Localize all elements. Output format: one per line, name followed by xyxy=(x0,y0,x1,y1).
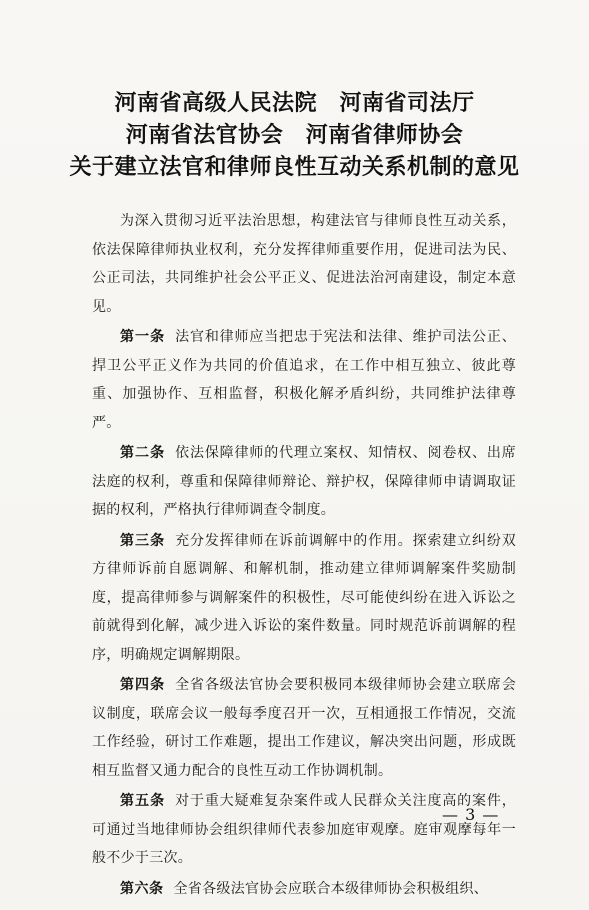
article-6 xyxy=(92,875,516,904)
page-number: — 3 — xyxy=(442,805,500,824)
article-2 xyxy=(92,439,516,525)
article-4-label: 第四条 xyxy=(120,677,166,693)
document-body xyxy=(92,207,516,903)
article-5-text: 对于重大疑难复杂案件或人民群众关注度高的案件，可通过当地律师协会组织律师代表参加庭审观摩。庭审观摩每年一般不少于三次。 xyxy=(92,793,517,866)
article-4-text: 全省各级法官协会要积极同本级律师协会建立联席会议制度，联席会议一般每季度召开一次，互相通报工作情况，交流工作经验，研讨工作难题，提出工作建议，解决突出问题，形成既相互监督又通力配合的良性互动工作协调机制。 xyxy=(92,677,517,779)
document-title xyxy=(0,88,589,184)
article-2-label: 第二条 xyxy=(120,445,166,461)
article-1-label: 第一条 xyxy=(120,329,166,345)
article-6-text: 全省各级法官协会应联合本级律师协会积极组织、 xyxy=(173,880,489,897)
title-line-1: 河南省高级人民法院 河南省司法厅 xyxy=(114,91,475,116)
article-6-label: 第六条 xyxy=(120,880,164,897)
intro-paragraph: 为深入贯彻习近平法治思想，构建法官与律师良性互动关系，依法保障律师执业权利，充分发挥律师重要作用，促进司法为民、公正司法，共同维护社会公平正义、促进法治河南建设，制定本意见。 xyxy=(92,213,516,315)
article-5 xyxy=(92,787,516,873)
article-1 xyxy=(92,323,516,437)
title-line-3: 关于建立法官和律师良性互动关系机制的意见 xyxy=(69,155,520,180)
article-3 xyxy=(92,527,516,670)
article-3-text: 充分发挥律师在诉前调解中的作用。探索建立纠纷双方律师诉前自愿调解、和解机制，推动建立律师调解案件奖励制度，提高律师参与调解案件的积极性，尽可能使纠纷在进入诉讼之前就得到化解，减少进入诉讼的案件数量。同时规范诉前调解的程序，明确规定调解期限。 xyxy=(92,532,517,663)
article-1-text: 法官和律师应当把忠于宪法和法律、维护司法公正、捍卫公平正义作为共同的价值追求，在工作中相互独立、彼此尊重、加强协作、互相监督，积极化解矛盾纠纷，共同维护法律尊严。 xyxy=(92,329,517,431)
article-4 xyxy=(92,671,516,785)
article-5-label: 第五条 xyxy=(120,793,166,809)
article-2-text: 依法保障律师的代理立案权、知情权、阅卷权、出席法庭的权利，尊重和保障律师辩论、辩护权，保障律师申请调取证据的权利，严格执行律师调查令制度。 xyxy=(92,445,517,518)
title-line-2: 河南省法官协会 河南省律师协会 xyxy=(125,123,464,148)
article-3-label: 第三条 xyxy=(120,532,166,549)
